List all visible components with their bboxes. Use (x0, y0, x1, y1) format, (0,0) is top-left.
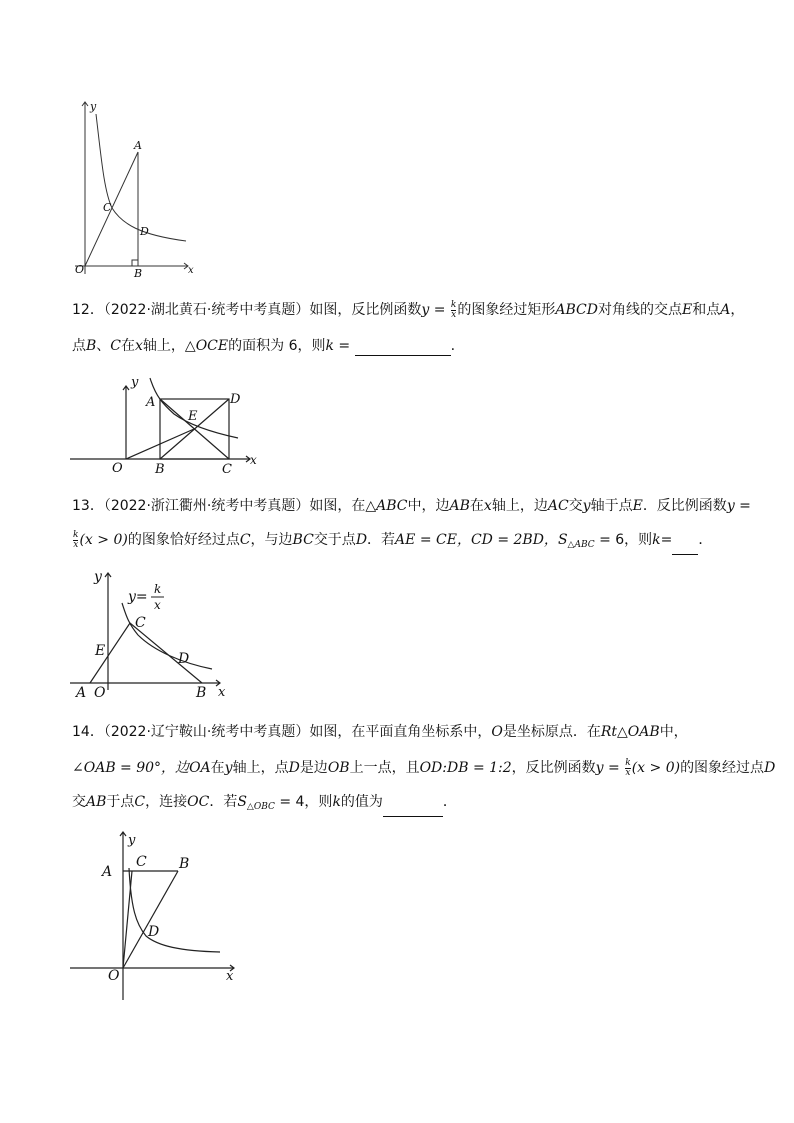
label-a: A (134, 139, 142, 152)
question-14-line-2 (72, 757, 776, 778)
q14-text: ．若 (209, 794, 238, 810)
question-number: 12． (72, 302, 104, 318)
q13-area-eq: = 6，则 (594, 532, 653, 548)
q14-seg: OA (189, 760, 211, 776)
label-x: x (250, 453, 257, 467)
fraction-k-over-x (625, 759, 630, 778)
q12-text: 对角线的交点 (598, 302, 682, 318)
label-y: y (90, 100, 97, 113)
q12-point: B (86, 338, 97, 354)
q12-point: C (110, 338, 122, 354)
label-e: E (188, 409, 198, 424)
label-d: D (148, 924, 160, 940)
q14-seg: AB (86, 794, 107, 810)
question-14-line-1 (72, 722, 732, 742)
q12-text: 和点 (692, 302, 721, 318)
answer-blank[interactable] (355, 341, 451, 356)
q13-text: 的图象恰好经过点 (127, 532, 240, 548)
fraction-k-over-x (73, 531, 78, 550)
q14-text: 轴上，点 (232, 760, 289, 776)
q14-seg: OC (187, 794, 210, 810)
q14-tri-name: OAB (627, 724, 660, 740)
q12-eq: = (429, 302, 450, 318)
label-o: O (112, 461, 123, 476)
q12-k: k (325, 338, 334, 354)
question-source: （2022·辽宁鞍山·统考中考真题） (103, 724, 310, 740)
q12-point: E (682, 302, 693, 318)
label-d: D (178, 651, 190, 667)
q12-axis: x (135, 338, 143, 354)
q14-text: 如图，在平面直角坐标系中， (309, 724, 492, 740)
label-x: x (188, 265, 194, 276)
figure-q13 (70, 565, 240, 701)
q14-text: 在 (210, 760, 225, 776)
q14-text: 是坐标原点．在 (502, 724, 601, 740)
q14-k: k (332, 794, 341, 810)
q13-point: D (355, 532, 368, 548)
q14-text: 是边 (299, 760, 328, 776)
q13-end: ． (698, 532, 713, 548)
q12-eq: = (333, 338, 355, 354)
q14-point: D (764, 760, 776, 776)
question-13-line-2 (72, 530, 732, 555)
label-d: D (140, 225, 149, 238)
q13-area-sub: △ABC (567, 540, 595, 550)
frac-den: x (73, 539, 79, 550)
question-13-line-1 (72, 496, 751, 516)
q13-text: 如图，在 (309, 498, 366, 514)
label-a: A (76, 685, 87, 701)
label-c: C (103, 201, 112, 214)
q14-text: 于点 (106, 794, 135, 810)
q13-text: 轴于点 (590, 498, 633, 514)
func-label-k: k (154, 582, 162, 596)
label-b: B (134, 267, 143, 278)
func-label-x: x (154, 598, 161, 612)
q14-text: 中， (659, 724, 688, 740)
q12-text: 轴上， (142, 338, 185, 354)
question-14-line-3 (72, 792, 732, 817)
label-y: y (94, 569, 102, 585)
q12-func: y (421, 302, 430, 318)
q13-point: E (632, 498, 643, 514)
q12-end: . (450, 338, 456, 354)
q13-tri: △ (365, 498, 377, 514)
figure-q11 (70, 96, 200, 278)
q14-rt: Rt (600, 724, 618, 740)
q14-area: S (237, 794, 247, 810)
q13-cond: (x > 0) (79, 532, 128, 548)
label-o: O (108, 968, 120, 984)
q13-seg: BC (292, 532, 314, 548)
q14-text: 的图象经过点 (680, 760, 765, 776)
q12-text: ， (730, 302, 745, 318)
q14-text: 的值为 (340, 794, 383, 810)
q13-text: 交于点 (313, 532, 356, 548)
q12-rect: ABCD (555, 302, 598, 318)
q14-func: y (595, 760, 604, 776)
q14-text: 上一点，且 (349, 760, 420, 776)
q14-angle: ∠OAB = 90°，边 (72, 760, 190, 776)
q14-axis: y (224, 760, 233, 776)
q13-area: S (557, 532, 568, 548)
label-c: C (222, 462, 232, 477)
q13-k: k (652, 532, 661, 548)
question-12-line-1 (72, 299, 745, 320)
q14-text: ，连接 (145, 794, 188, 810)
q13-text: ．反比例函数 (642, 498, 727, 514)
q13-eq: = (734, 498, 751, 514)
label-b: B (196, 685, 207, 701)
q12-text: 的图象经过矩形 (457, 302, 556, 318)
q12-text: 在 (121, 338, 136, 354)
q13-text: 在 (469, 498, 484, 514)
question-number: 13． (72, 498, 104, 514)
label-b: B (179, 856, 190, 872)
q13-tri-name: ABC (376, 498, 408, 514)
q14-seg: OB (327, 760, 350, 776)
frac-num: k (73, 529, 79, 540)
q14-text: 交 (72, 794, 86, 810)
q14-area-sub: △OBC (246, 802, 275, 812)
label-d: D (230, 392, 241, 407)
q13-text: 交 (568, 498, 583, 514)
label-x: x (226, 969, 234, 984)
q14-ratio: OD:DB = 1:2 (419, 760, 512, 776)
q13-text: ，与边 (250, 532, 293, 548)
q13-text: 轴上，边 (491, 498, 548, 514)
q13-seg: AB (449, 498, 470, 514)
frac-den: x (625, 767, 631, 778)
q14-point: D (288, 760, 300, 776)
q13-axis: x (483, 498, 492, 514)
q14-point: C (134, 794, 146, 810)
q14-cond: (x > 0) (631, 760, 681, 776)
question-source: （2022·湖北黄石·统考中考真题） (103, 302, 310, 318)
q13-text: 中，边 (407, 498, 450, 514)
q12-tri: △ (184, 338, 196, 354)
label-o: O (94, 685, 106, 701)
frac-num: k (450, 299, 457, 310)
label-y: y (128, 833, 136, 848)
label-b: B (155, 462, 165, 477)
q13-seg: AC (547, 498, 569, 514)
hyperbola-curve (122, 603, 212, 669)
func-label-y: y= (128, 589, 148, 605)
q13-eqsign: = (660, 532, 673, 548)
question-source: （2022·浙江衢州·统考中考真题） (103, 498, 310, 514)
frac-den: x (451, 309, 457, 320)
q13-point: C (239, 532, 251, 548)
label-x: x (218, 685, 226, 700)
q12-text: 点 (72, 338, 86, 354)
q12-point: A (720, 302, 731, 318)
answer-blank[interactable] (672, 540, 698, 555)
q12-text: 如图，反比例函数 (309, 302, 422, 318)
q12-text: 的面积为 6，则 (228, 338, 326, 354)
fraction-k-over-x (451, 301, 456, 320)
frac-num: k (625, 757, 631, 768)
hyperbola-curve (96, 114, 186, 241)
label-y: y (131, 375, 139, 390)
hyperbola-curve (129, 868, 220, 952)
q14-text: ，反比例函数 (511, 760, 596, 776)
q12-tri-name: OCE (195, 338, 229, 354)
q14-tri: △ (617, 724, 628, 740)
q14-eq: = (603, 760, 625, 776)
q14-point: O (491, 724, 503, 740)
line-oa (85, 152, 138, 266)
figure-q12 (70, 372, 270, 478)
label-a: A (146, 395, 156, 410)
q13-axis: y (582, 498, 591, 514)
q13-text: ．若 (367, 532, 396, 548)
q14-end: ． (442, 794, 457, 810)
label-o: O (75, 263, 85, 276)
answer-blank[interactable] (383, 802, 443, 817)
question-number: 14． (72, 724, 104, 740)
q14-area-eq: = 4，则 (274, 794, 333, 810)
label-e: E (95, 643, 106, 659)
q13-cond2: AE = CE，CD = 2BD， (395, 532, 558, 548)
label-c: C (135, 615, 146, 631)
q12-sep: 、 (96, 338, 111, 354)
figure-q14 (70, 828, 250, 1004)
question-12-line-2 (72, 336, 732, 356)
label-c: C (136, 854, 147, 870)
label-a: A (102, 864, 113, 880)
q13-func: y (726, 498, 735, 514)
